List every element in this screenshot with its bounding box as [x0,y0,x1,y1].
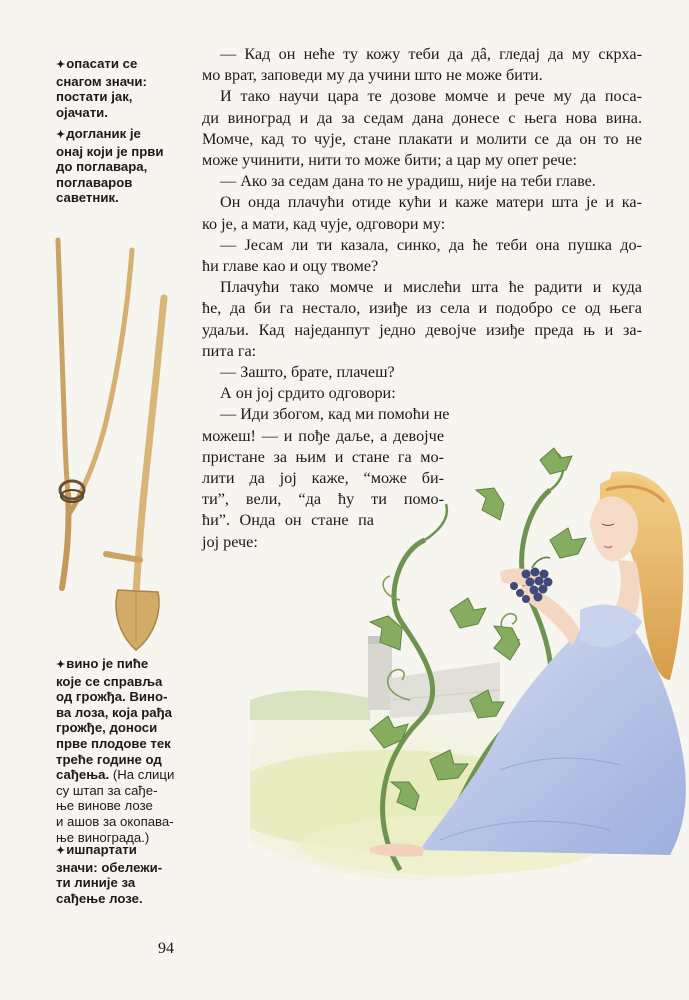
story-line: ти”, вели, “да ћу ти помо- [202,490,444,509]
glossary-line: које се справља [56,673,163,689]
story-line: — Ако за седам дана то не урадиш, није на теби главе. [220,172,596,191]
glossary-note: и ашов за окопава- [56,813,174,829]
glossary-entry-opasati [56,56,176,120]
story-line: удаљи. Кад наједанпут једно девојче изиђе преда њ и за- [202,320,642,339]
story-line: А он јој срдито одговори: [220,384,396,403]
glossary-line: ишпартати [66,842,137,857]
story-line: ће, да би га нестало, изиђе из села и подобро се од њега [202,299,642,318]
glossary-line: снагом значи: [56,73,147,89]
glossary-line: ти линије за [56,875,136,891]
vine-stake-and-hoe-illustration [40,232,180,662]
story-line: лити да јој каже, “може би- [202,469,444,488]
glossary-note: су штап за сађе- [56,782,158,798]
glossary-note: ње винограда.) [56,829,150,845]
story-line: Момче, кад то чује, стане плакати и молити се да он то не [202,129,642,148]
story-line: може учинити, нити то може бити; а цар му опет рече: [202,151,577,170]
story-line: — Зашто, брате, плачеш? [220,363,395,382]
bullet-mark-icon: ✦ [56,59,66,71]
glossary-line: ојачати. [56,104,108,120]
story-line: ко је, а мати, кад чује, одговори му: [202,214,446,233]
glossary-line: сађења. [56,767,110,783]
glossary-line: значи: обележи- [56,859,163,875]
glossary-line: постати јак, [56,89,133,105]
story-line: пристане за њим и стане га мо- [202,447,444,466]
bullet-mark-icon: ✦ [56,659,66,671]
glossary-line: вино је пиће [66,656,149,671]
glossary-line: треће године од [56,751,162,767]
story-line: ди виноград и да за седам дана донесе с њега нова вина. [202,108,642,127]
glossary-entry-doglanik [56,126,176,206]
story-line: ћи главе као и оцу твоме? [202,257,379,276]
glossary-note: ње винове лозе [56,798,153,814]
glossary-line: онај који је први [56,143,164,159]
story-line: мо врат, заповеди му да учини што не може бити. [202,66,543,85]
bullet-mark-icon: ✦ [56,129,66,141]
story-line: ћи”. Онда он стане па [202,511,374,530]
story-line: — Јесам ли ти казала, синко, да ће теби она пушка до- [220,235,642,254]
story-line: можеш! — и пође даље, а девојче [202,426,444,445]
story-line: Он онда плачући отиде кући и каже матери шта је и ка- [220,193,642,212]
glossary-entry-vino [56,656,176,845]
glossary-note: (На слици [112,767,175,783]
glossary-line: ва лоза, која рађа [56,704,172,720]
story-line: јој рече: [202,532,258,551]
glossary-line: од грожђа. Вино- [56,689,168,705]
glossary-line: сађење лозе. [56,890,143,906]
story-line: пита га: [202,341,257,360]
bullet-mark-icon: ✦ [56,845,66,857]
story-line: — Иди збогом, кад ми помоћи не [220,405,450,424]
glossary-entry-ishpartati [56,842,176,906]
glossary-line: саветник. [56,190,119,206]
glossary-line: поглаваров [56,174,133,190]
story-line: — Кад он неће ту кожу теби да дâ, гледај да му скрха- [220,45,642,63]
glossary-line: опасати се [66,56,138,71]
glossary-line: грожђе, доноси [56,720,158,736]
story-line: Плачући тако момче и мислећи шта ће радити и куда [220,278,642,297]
story-text [202,44,642,553]
story-line: И тако научи цара те дозове момче и рече му да поса- [220,87,642,106]
glossary-line: до поглавара, [56,159,148,175]
page-number: 94 [158,940,174,957]
glossary-line: догланик је [66,126,141,141]
glossary-line: прве плодове тек [56,735,171,751]
